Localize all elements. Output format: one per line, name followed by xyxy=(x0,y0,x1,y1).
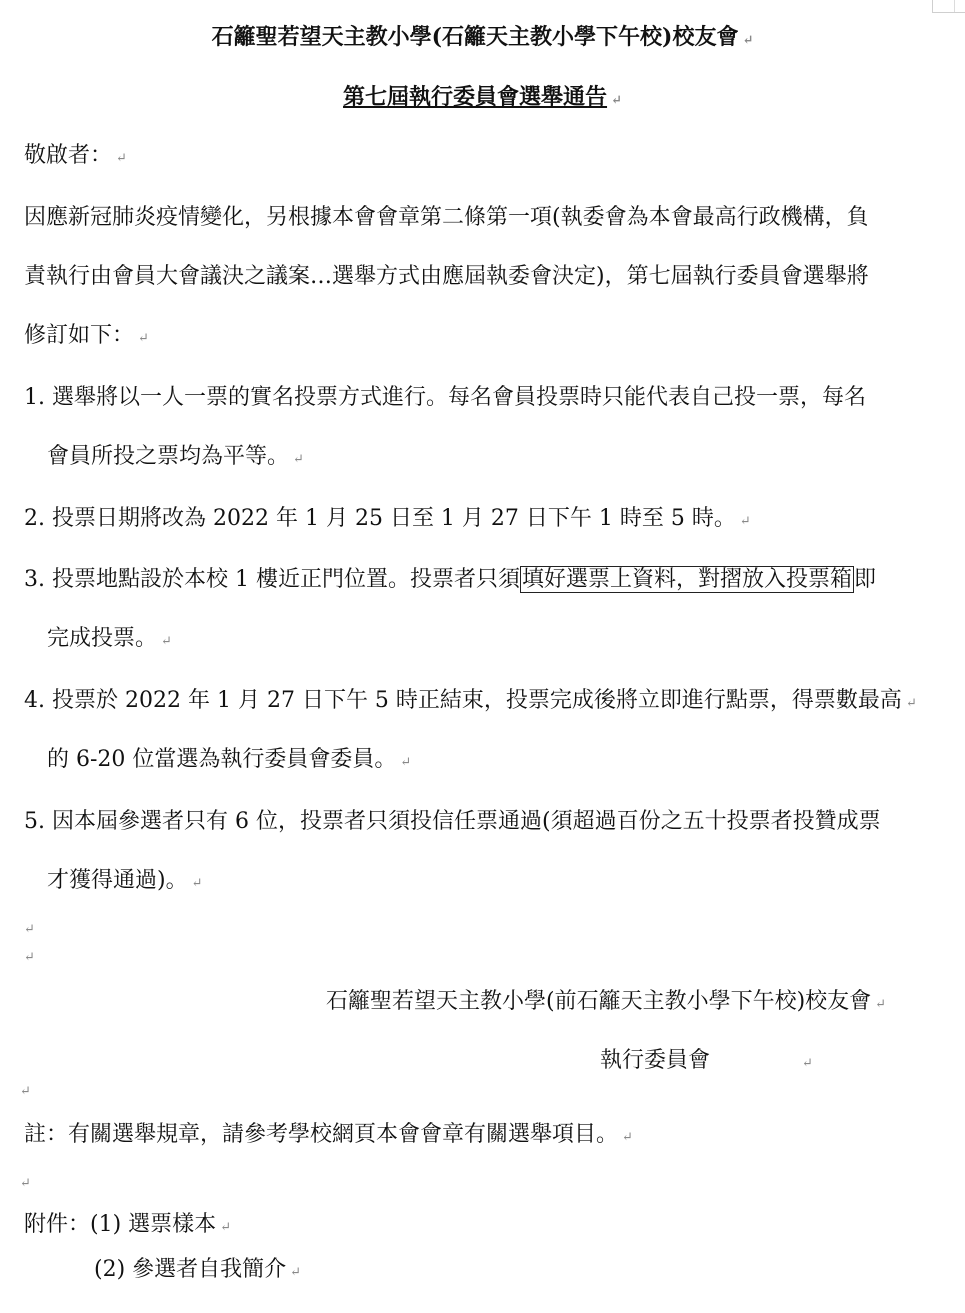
signature-organization: 石籬聖若望天主教小學(前石籬天主教小學下午校)校友會 ↵ xyxy=(326,989,887,1014)
paragraph-mark-icon: ↵ xyxy=(622,1130,633,1145)
scan-corner-mark xyxy=(932,0,965,13)
paragraph-mark-icon: ↵ xyxy=(138,331,149,346)
list-item-1-continuation: 會員所投之票均為平等。 ↵ xyxy=(47,444,304,469)
paragraph-mark-icon: ↵ xyxy=(116,151,127,166)
paragraph-mark-icon: ↵ xyxy=(24,950,35,965)
paragraph-mark-icon: ↵ xyxy=(191,876,203,891)
list-number: 1. xyxy=(24,385,45,410)
list-number: 5. xyxy=(24,809,45,834)
list-item-5-continuation: 才獲得通過)。 ↵ xyxy=(47,868,203,893)
paragraph-mark-icon: ↵ xyxy=(161,634,172,649)
list-number: 4. xyxy=(24,688,45,713)
signature-committee: 執行委員會 ↵ xyxy=(600,1048,813,1073)
paragraph-mark-icon: ↵ xyxy=(905,696,917,711)
paragraph-mark-icon: ↵ xyxy=(220,1220,232,1235)
list-item-1: 1. 選舉將以一人一票的實名投票方式進行。每名會員投票時只能代表自己投一票，每名 xyxy=(24,385,867,410)
paragraph-mark-icon: ↵ xyxy=(739,514,751,529)
intro-line-1: 因應新冠肺炎疫情變化，另根據本會會章第二條第一項(執委會為本會最高行政機構，負 xyxy=(24,205,869,230)
list-item-5: 5. 因本屆參選者只有 6 位，投票者只須投信任票通過(須超過百份之五十投票者投贊成票 xyxy=(24,809,881,834)
list-item-3-continuation: 完成投票。 ↵ xyxy=(47,626,172,651)
list-number: 2. xyxy=(24,506,45,531)
intro-line-2: 責執行由會員大會議決之議案…選舉方式由應屆執委會決定)，第七屆執行委員會選舉將 xyxy=(24,264,869,289)
paragraph-mark-icon: ↵ xyxy=(293,452,304,467)
paragraph-mark-icon: ↵ xyxy=(875,997,887,1012)
empty-paragraph xyxy=(16,1074,31,1107)
paragraph-mark-icon: ↵ xyxy=(802,1056,813,1071)
document-subtitle: 第七屆執行委員會選舉通告 ↵ xyxy=(343,84,622,110)
paragraph-mark-icon: ↵ xyxy=(611,93,622,108)
highlighted-text-box: 填好選票上資料，對摺放入投票箱 xyxy=(522,567,853,592)
list-item-4: 4. 投票於 2022 年 1 月 27 日下午 5 時正結束，投票完成後將立即進行點票，得票數最高 ↵ xyxy=(24,688,917,713)
list-item-4-continuation: 的 6-20 位當選為執行委員會委員。 ↵ xyxy=(47,747,412,772)
paragraph-mark-icon: ↵ xyxy=(24,922,35,937)
salutation: 敬啟者： ↵ xyxy=(24,143,127,168)
note: 註：有關選舉規章，請參考學校網頁本會會章有關選舉項目。 ↵ xyxy=(24,1122,633,1147)
intro-line-3: 修訂如下： ↵ xyxy=(24,323,149,348)
empty-paragraph xyxy=(16,1166,31,1199)
document-title: 石籬聖若望天主教小學(石籬天主教小學下午校)校友會 ↵ xyxy=(211,24,754,50)
list-number: 3. xyxy=(24,567,45,592)
paragraph-mark-icon: ↵ xyxy=(742,33,754,48)
empty-paragraph xyxy=(20,940,35,973)
attachments-item-1: 附件：(1) 選票樣本 ↵ xyxy=(24,1212,232,1237)
paragraph-mark-icon: ↵ xyxy=(400,755,412,770)
paragraph-mark-icon: ↵ xyxy=(20,1176,31,1191)
attachments-item-2: (2) 參選者自我簡介 ↵ xyxy=(94,1257,302,1282)
attachments-label: 附件： xyxy=(24,1212,91,1237)
paragraph-mark-icon: ↵ xyxy=(20,1084,31,1099)
list-item-2: 2. 投票日期將改為 2022 年 1 月 25 日至 1 月 27 日下午 1 時至 5 時。 ↵ xyxy=(24,506,751,531)
paragraph-mark-icon: ↵ xyxy=(290,1265,302,1280)
list-item-3: 3. 投票地點設於本校 1 樓近正門位置。投票者只須填好選票上資料，對摺放入投票箱即 xyxy=(24,567,877,592)
